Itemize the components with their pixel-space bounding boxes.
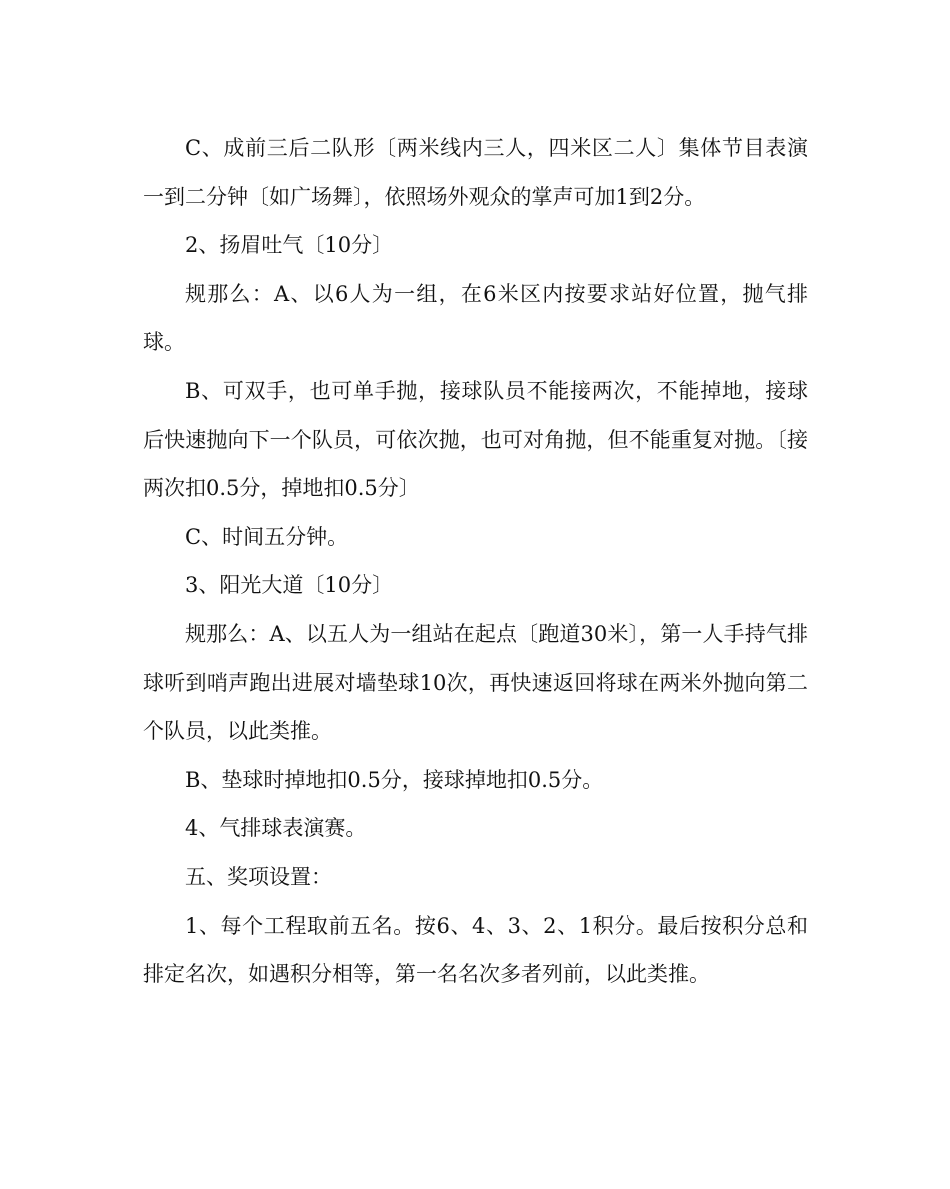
paragraph-rule-a-throw: 规那么：A、以6人为一组，在6米区内按要求站好位置，抛气排球。 — [143, 281, 808, 355]
paragraph-rule-c-time: C、时间五分钟。 — [185, 524, 349, 549]
section-heading-yangguang-dadao: 3、阳光大道〔10分〕 — [185, 573, 394, 598]
section-heading-awards: 五、奖项设置： — [185, 864, 332, 889]
paragraph-rule-a-relay: 规那么：A、以五人为一组站在起点〔跑道30米〕，第一人手持气排球听到哨声跑出进展对墙垫球10次，再快速返回将球在两米外抛向第二个队员，以此类推。 — [143, 621, 808, 744]
document-body — [143, 124, 808, 999]
section-heading-yangmei-tuqi: 2、扬眉吐气〔10分〕 — [185, 233, 394, 258]
section-heading-exhibition-match: 4、气排球表演赛。 — [185, 816, 367, 841]
paragraph-rule-b-throw: B、可双手，也可单手抛，接球队员不能接两次，不能掉地，接球后快速抛向下一个队员，可依次抛，也可对角抛，但不能重复对抛。〔接两次扣0.5分，掉地扣0.5分〕 — [143, 378, 808, 501]
paragraph-awards-scoring: 1、每个工程取前五名。按6、4、3、2、1积分。最后按积分总和排定名次，如遇积分相等，第一名名次多者列前，以此类推。 — [143, 913, 808, 987]
paragraph-item-c-performance: C、成前三后二队形〔两米线内三人，四米区二人〕集体节目表演一到二分钟〔如广场舞〕，依照场外观众的掌声可加1到2分。 — [143, 136, 808, 209]
paragraph-rule-b-relay: B、垫球时掉地扣0.5分，接球掉地扣0.5分。 — [185, 767, 604, 792]
